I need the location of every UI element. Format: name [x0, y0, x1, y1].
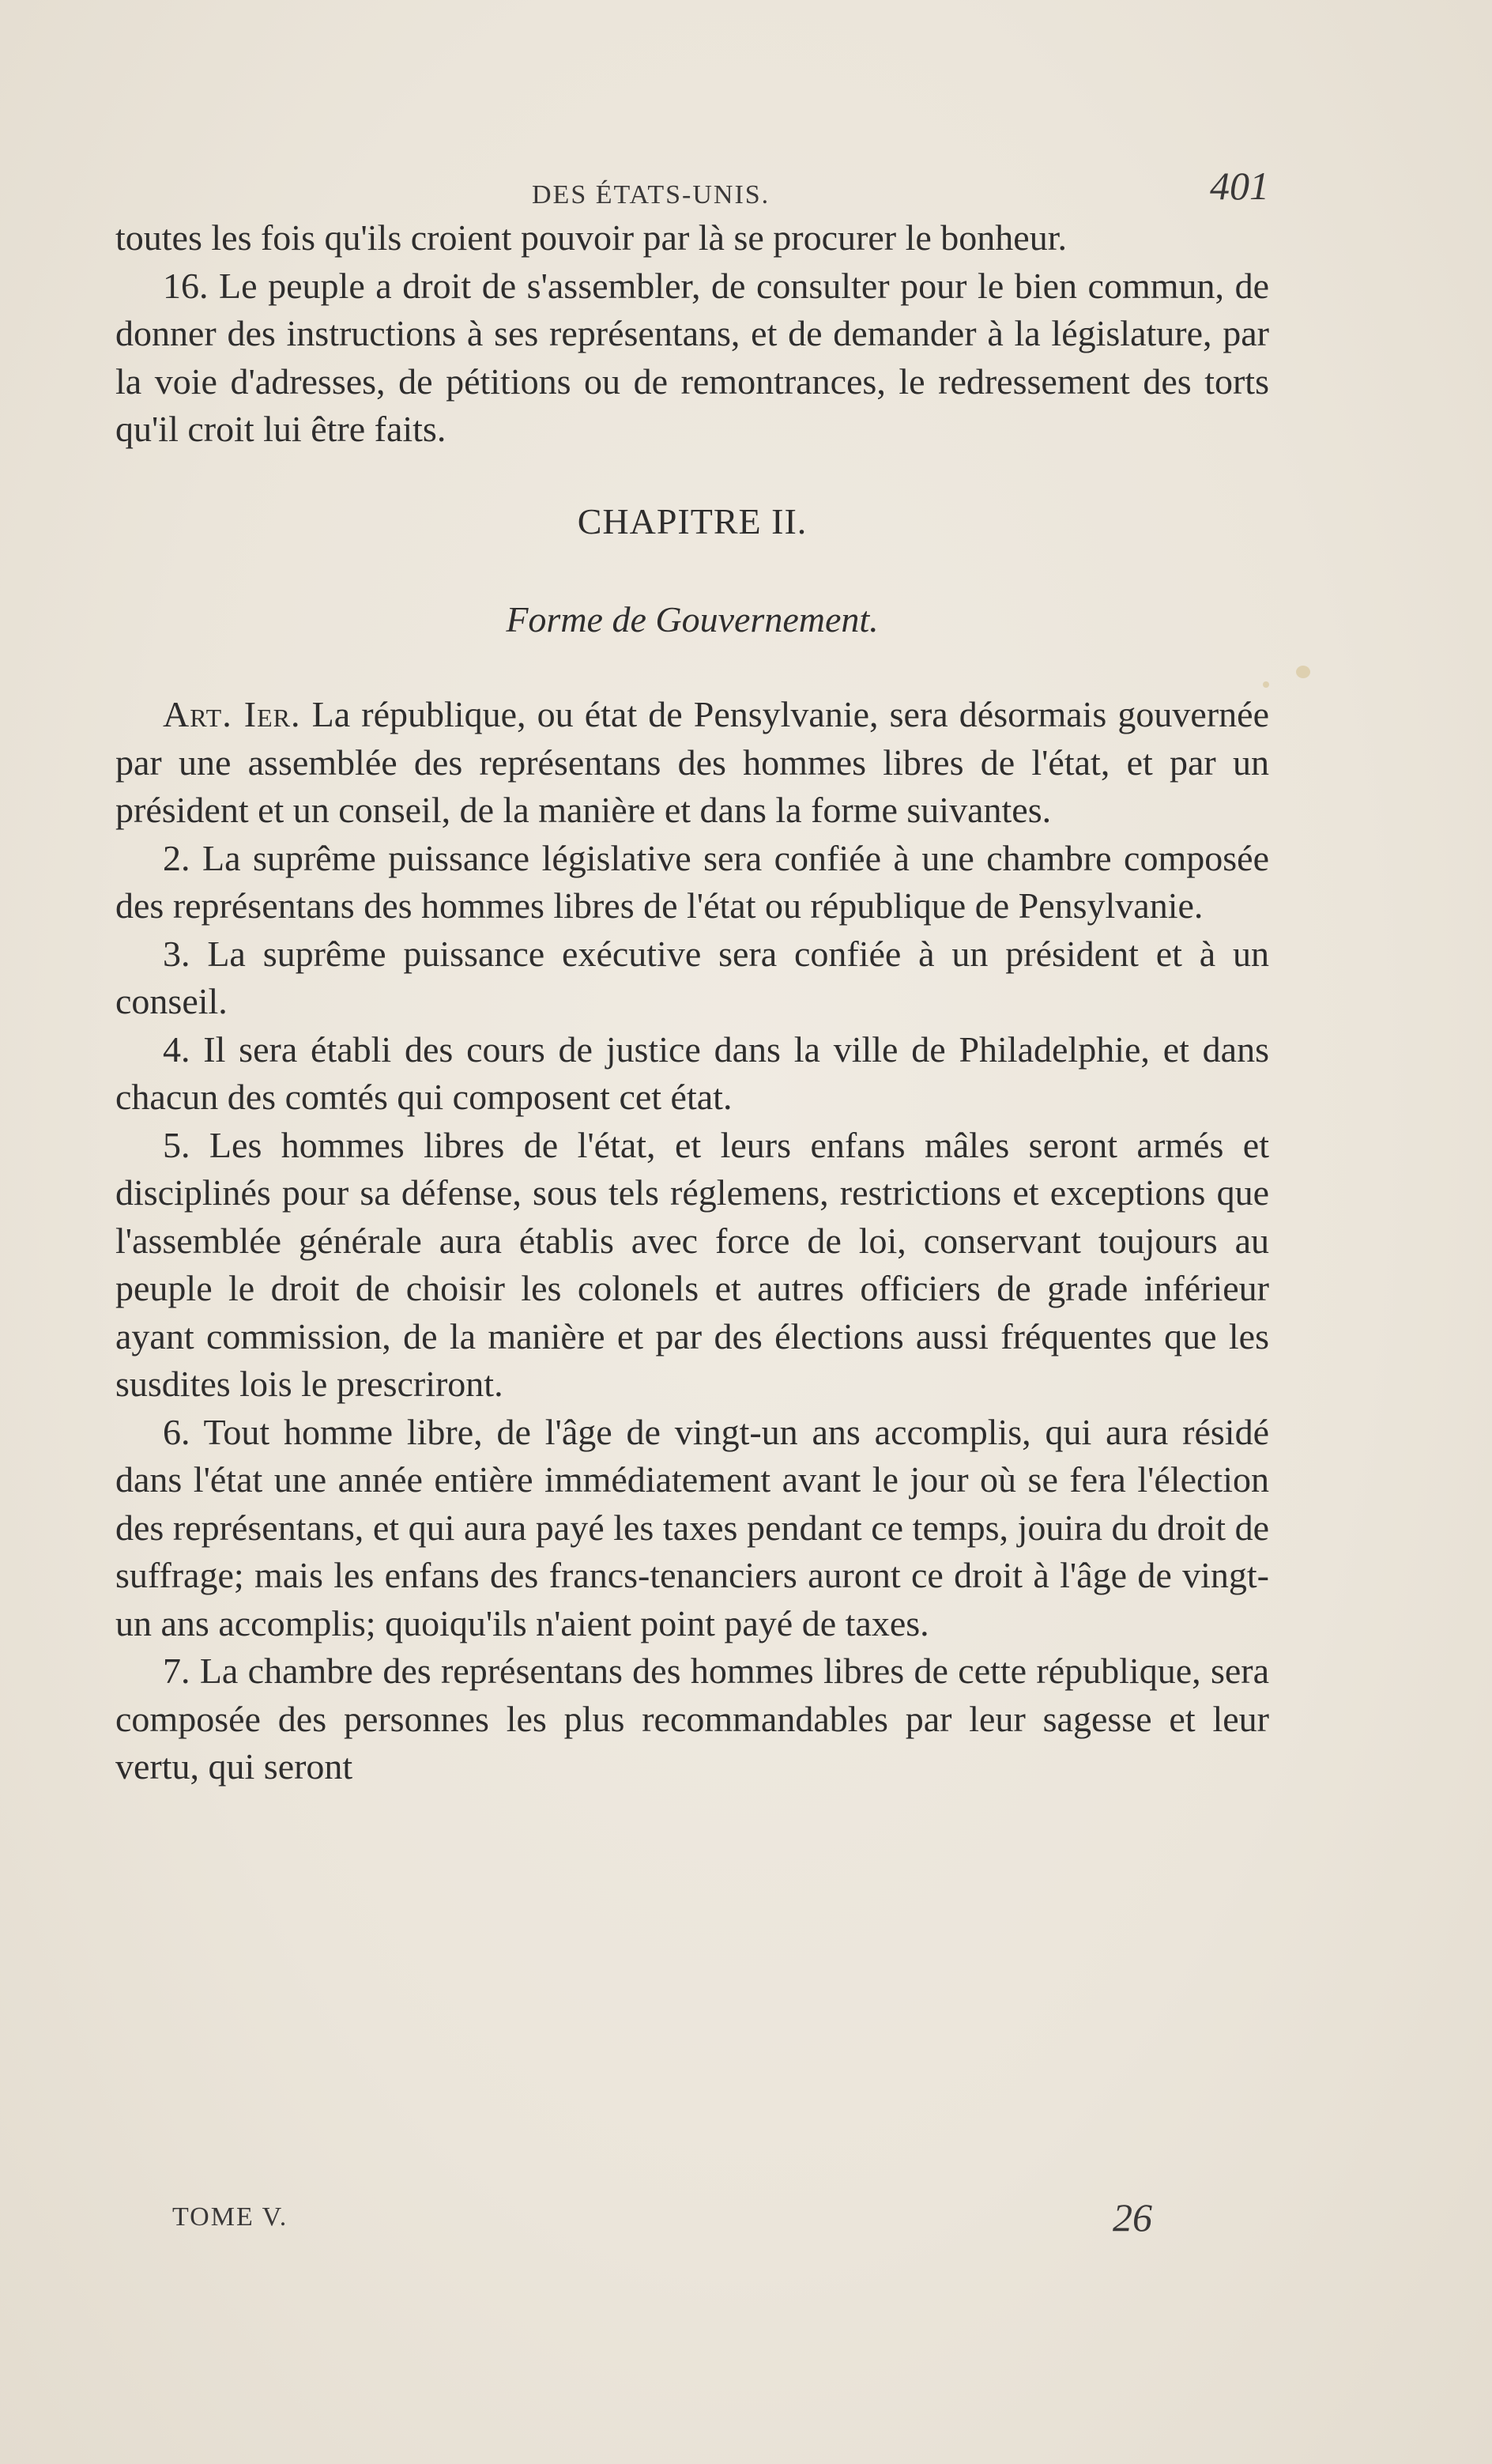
article-7-paragraph: 7. La chambre des représentans des hommes libres de cette république, sera composée des personnes les plus recommandables par leur sagesse et leur vertu, qui seront [115, 1651, 1269, 1787]
signature-mark-tome: TOME V. [172, 2202, 288, 2232]
signature-number: 26 [1113, 2195, 1152, 2239]
page-number: 401 [1210, 164, 1269, 208]
article-2-paragraph: 2. La suprême puissance législative sera confiée à une chambre composée des représentans des hommes libres de l'état ou république de Pensylvanie. [115, 837, 1269, 926]
text-column [115, 162, 1269, 1791]
article-3-paragraph: 3. La suprême puissance exécutive sera confiée à un président et à un conseil. [115, 933, 1269, 1021]
chapter-subtitle: Forme de Gouvernement. [506, 598, 879, 640]
article-1-label: Art. Ier. [163, 694, 301, 734]
page-footer [172, 2194, 1152, 2242]
article-1-text: La république, ou état de Pensylvanie, sera désormais gouvernée par une assemblée des représentans des hommes libres de l'état, et par un président et un conseil, de la manière et dans la forme suivantes. [115, 694, 1270, 830]
article-16-paragraph: 16. Le peuple a droit de s'assembler, de consulter pour le bien commun, de donner des instructions à ses représentans, et de demander à la législature, par la voie d'adresses, de pétitions ou de remontrances, le redressement des torts qu'il croit lui être faits. [115, 265, 1269, 449]
article-6-paragraph: 6. Tout homme libre, de l'âge de vingt-un ans accomplis, qui aura résidé dans l'état une année entière immédiatement avant le jour où se fera l'élection des représentans, et qui aura payé les taxes pendant ce temps, jouira du droit de suffrage; mais les enfans des francs-tenanciers auront ce droit à l'âge de vingt-un ans accomplis; quoiqu'ils n'aient point payé de taxes. [115, 1411, 1269, 1643]
article-5-paragraph: 5. Les hommes libres de l'état, et leurs enfans mâles seront armés et disciplinés pour sa défense, sous tels réglemens, restrictions et exceptions que l'assemblée générale aura établis avec force de loi, conservant toujours au peuple le droit de choisir les colonels et autres officiers de grade inférieur ayant commission, de la manière et par des élections aussi fréquentes que les susdites lois le prescriront. [115, 1124, 1269, 1404]
running-title: DES ÉTATS-UNIS. [532, 180, 770, 209]
chapter-title: CHAPITRE II. [577, 500, 808, 541]
paper-stain [1296, 666, 1310, 678]
running-head [115, 162, 1269, 214]
continuation-paragraph: toutes les fois qu'ils croient pouvoir par là se procurer le bonheur. [115, 217, 1067, 258]
article-4-paragraph: 4. Il sera établi des cours de justice dans la ville de Philadelphie, et dans chacun des comtés qui composent cet état. [115, 1028, 1269, 1117]
article-1-paragraph [115, 691, 1269, 835]
